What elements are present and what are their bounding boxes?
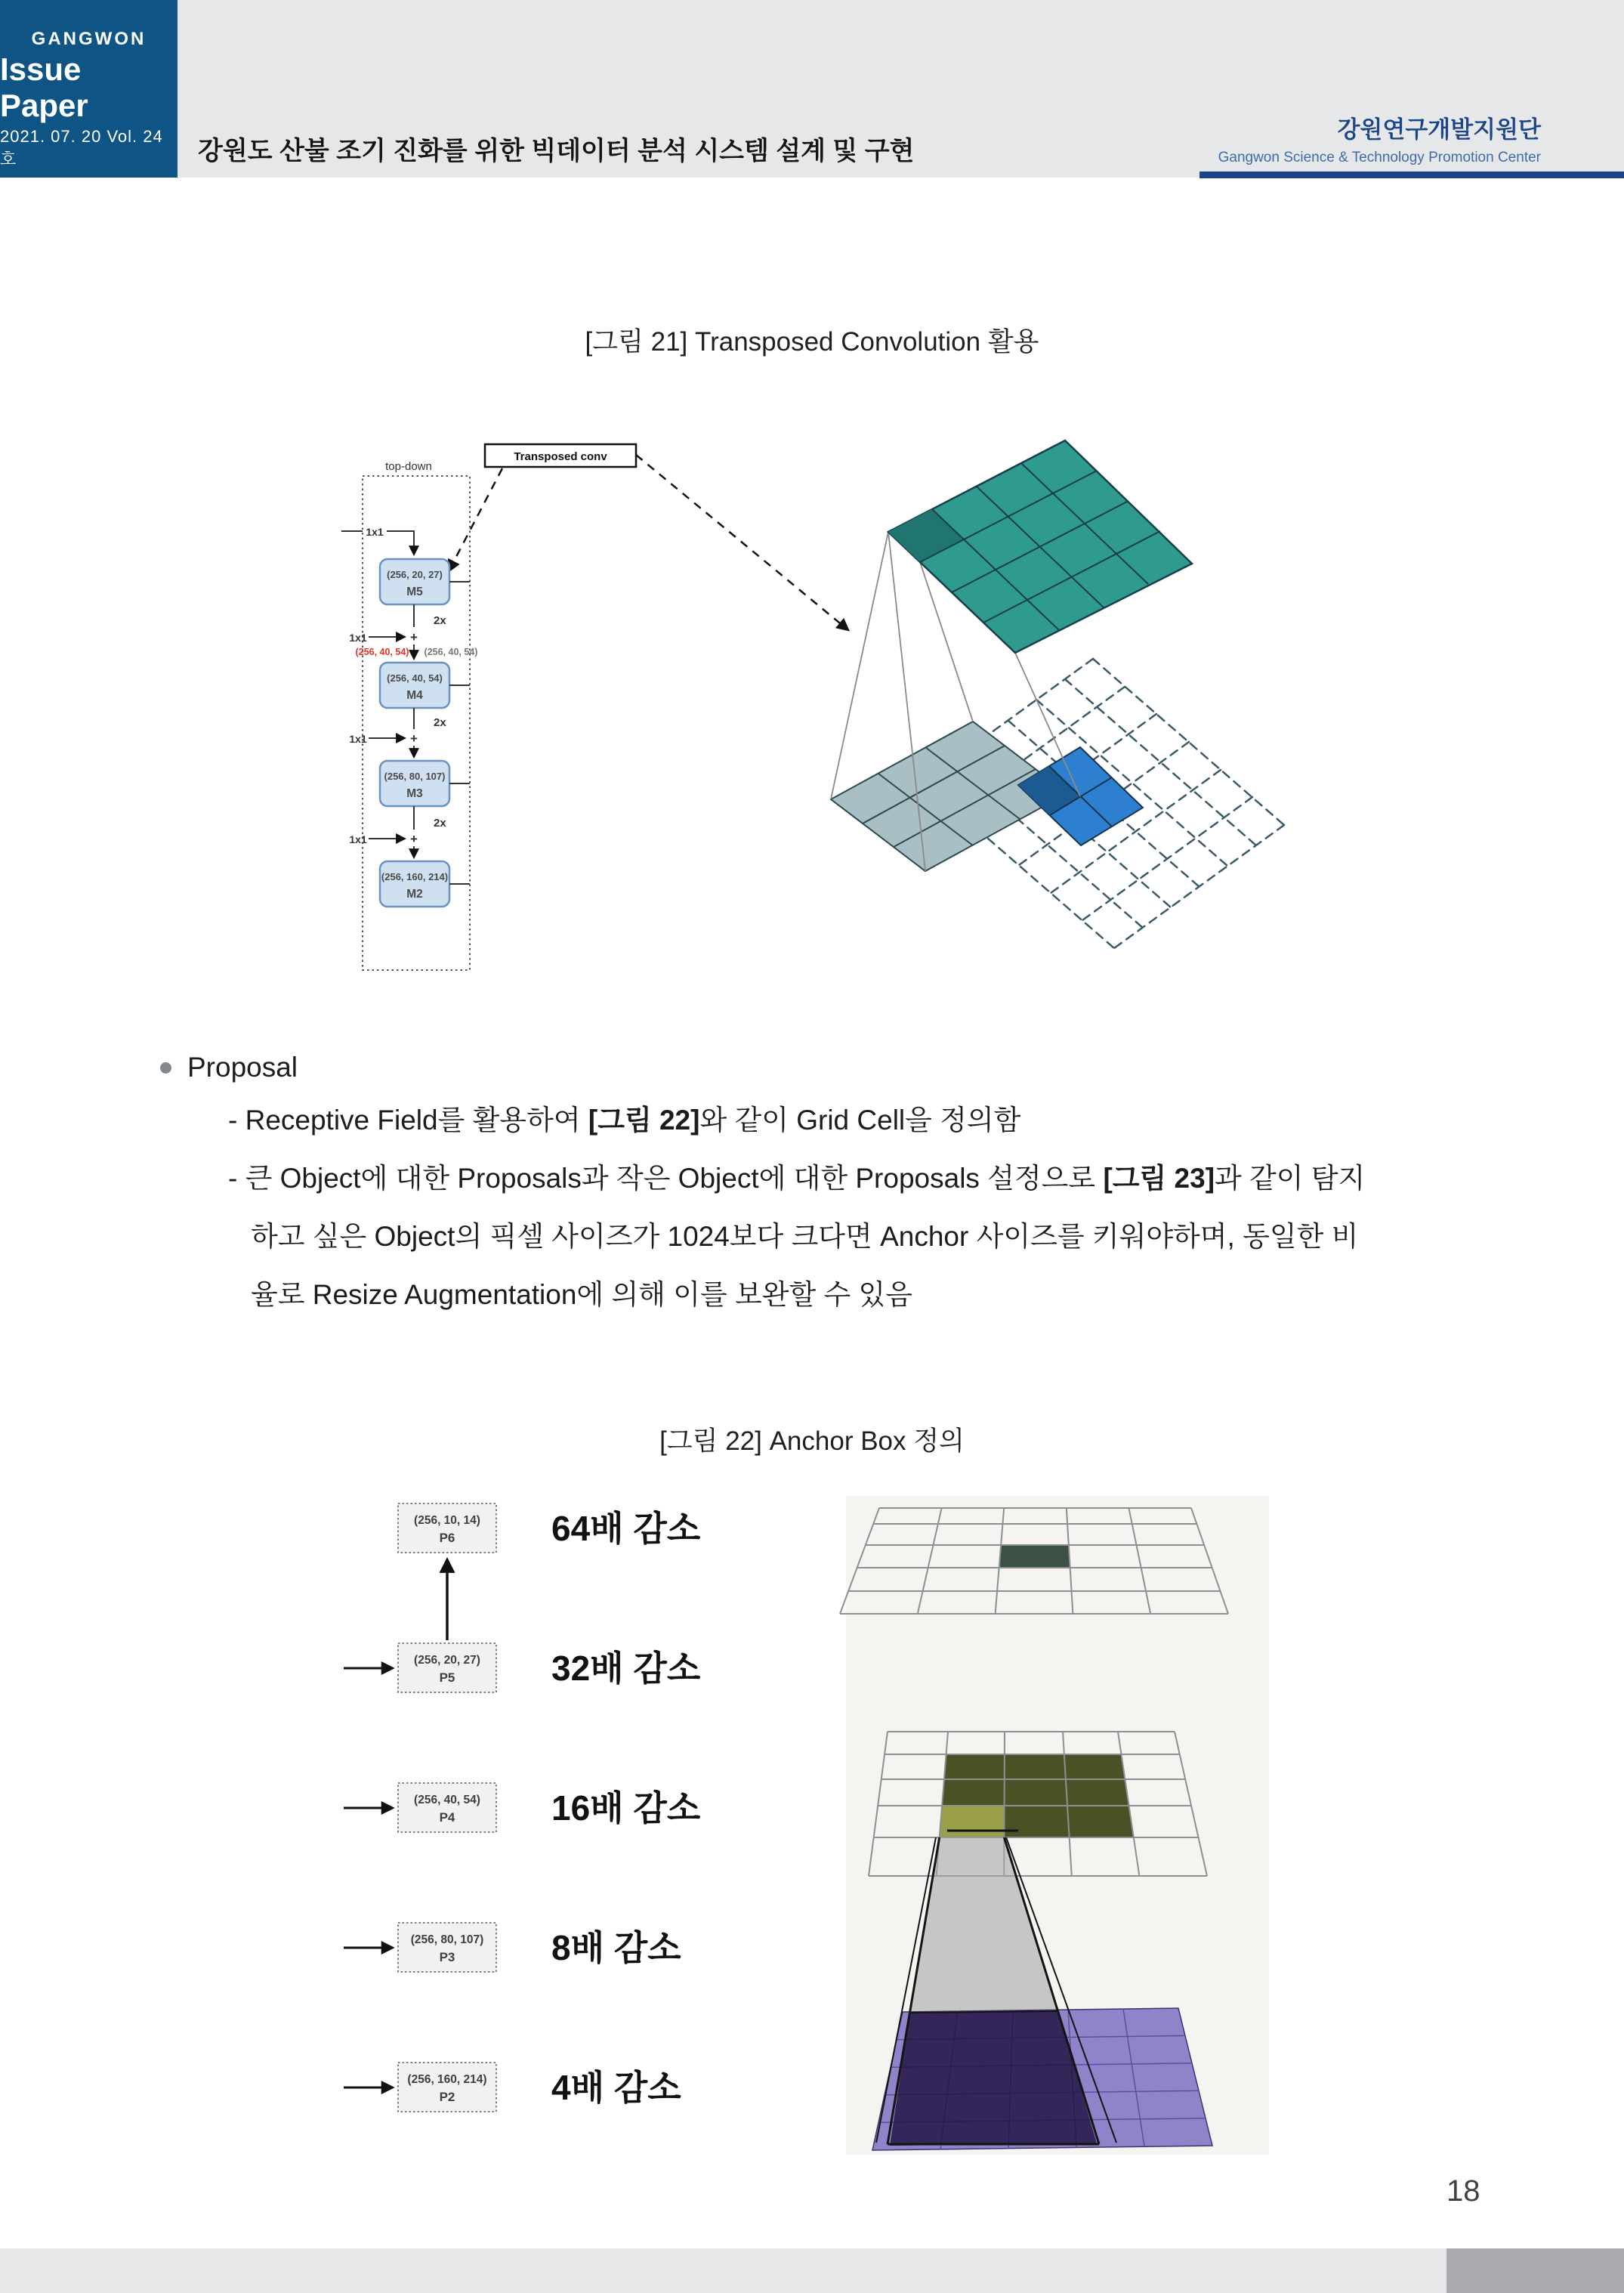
footer-strip xyxy=(0,2248,1624,2293)
scale-2x-label: 2x xyxy=(434,614,446,627)
body-line-4: 율로 Resize Augmentation에 의해 이를 보완할 수 있음 xyxy=(251,1279,912,1310)
footer-strip-accent xyxy=(1446,2248,1624,2293)
scale-2x-label: 2x xyxy=(434,817,446,830)
p2-name: P2 xyxy=(439,2090,455,2104)
figure23-reference: [그림 23] xyxy=(1103,1163,1215,1194)
header-accent-bar xyxy=(1199,172,1624,178)
logo-issue-paper: Issue Paper xyxy=(0,51,88,123)
issue-paper-logo xyxy=(0,0,178,178)
p4-name: P4 xyxy=(439,1810,455,1825)
proposal-heading: Proposal xyxy=(187,1052,298,1083)
pyramid-block-p5 xyxy=(398,1643,496,1692)
p6-dims: (256, 10, 14) xyxy=(414,1514,480,1527)
body-line-1 xyxy=(228,1097,1020,1138)
m3-name: M3 xyxy=(406,787,423,800)
transposed-conv-3d-scene xyxy=(831,440,1284,948)
line1-post: 와 같이 Grid Cell을 정의함 xyxy=(699,1105,1021,1136)
anchor-cell-green xyxy=(1000,1545,1070,1568)
merge-plus: + xyxy=(410,832,418,846)
logo-gangwon: GANGWON xyxy=(31,29,147,49)
red-dim-label: (256, 40, 54) xyxy=(355,647,409,657)
line1-pre: - Receptive Field를 활용하여 xyxy=(228,1105,588,1136)
gray-dim-label: (256, 40, 54) xyxy=(424,647,478,657)
p4-reduction-label: 16배 감소 xyxy=(551,1788,701,1828)
logo-date-volume: 2021. 07. 20 Vol. 24호 xyxy=(0,127,163,168)
figure22-pyramid-levels-diagram xyxy=(340,1496,763,2123)
line2-post: 과 같이 탐지 xyxy=(1215,1163,1366,1194)
teal-input-plane xyxy=(888,440,1192,653)
anchor-cell-light-olive xyxy=(940,1806,1005,1837)
proposal-bullet-row xyxy=(160,1052,298,1083)
blue-output-block xyxy=(1018,747,1143,845)
organization-name-kr: 강원연구개발지원단 xyxy=(1337,116,1541,143)
m5-dims: (256, 20, 27) xyxy=(387,569,443,580)
p2-reduction-label: 4배 감소 xyxy=(551,2068,681,2107)
p4-dims: (256, 40, 54) xyxy=(414,1794,480,1806)
page-number: 18 xyxy=(1446,2174,1480,2208)
transposed-conv-label: Transposed conv xyxy=(514,450,607,463)
figure22-anchor-box-illustration xyxy=(831,1496,1269,2161)
fpn-top-down-column xyxy=(341,444,848,970)
lateral-1x1-label: 1x1 xyxy=(349,833,367,845)
document-title: 강원도 산불 조기 진화를 위한 빅데이터 분석 시스템 설계 및 구현 xyxy=(198,137,915,165)
figure21-caption: [그림 21] Transposed Convolution 활용 xyxy=(585,327,1039,357)
m2-name: M2 xyxy=(406,888,423,901)
pyramid-block-p6 xyxy=(398,1503,496,1553)
top-down-label: top-down xyxy=(385,460,432,473)
line2-pre: - 큰 Object에 대한 Proposals과 작은 Object에 대한 Proposals 설정으로 xyxy=(228,1163,1104,1194)
p5-name: P5 xyxy=(439,1670,455,1685)
figure21-transposed-convolution-diagram xyxy=(332,423,1329,1005)
dashed-arrow-to-m5 xyxy=(449,468,502,571)
scale-2x-label: 2x xyxy=(434,716,446,729)
merge-plus: + xyxy=(410,731,418,746)
m3-dims: (256, 80, 107) xyxy=(384,771,446,782)
m4-name: M4 xyxy=(406,689,423,702)
p5-dims: (256, 20, 27) xyxy=(414,1654,480,1667)
dashed-arrow-to-scene xyxy=(636,455,848,630)
p2-dims: (256, 160, 214) xyxy=(407,2073,487,2086)
lateral-1x1-label: 1x1 xyxy=(349,632,367,644)
pyramid-block-p3 xyxy=(398,1923,496,1972)
p6-name: P6 xyxy=(439,1531,455,1545)
p3-name: P3 xyxy=(439,1950,455,1964)
figure22-reference: [그림 22] xyxy=(588,1105,700,1136)
p3-dims: (256, 80, 107) xyxy=(410,1933,484,1946)
lateral-arrow-into-m5 xyxy=(387,531,414,555)
figure22-caption: [그림 22] Anchor Box 정의 xyxy=(659,1426,965,1456)
m5-name: M5 xyxy=(406,586,423,598)
bullet-icon xyxy=(160,1062,171,1074)
p3-reduction-label: 8배 감소 xyxy=(551,1928,681,1967)
merge-plus: + xyxy=(410,630,418,644)
p6-reduction-label: 64배 감소 xyxy=(551,1509,701,1548)
pyramid-block-p4 xyxy=(398,1783,496,1832)
organization-block xyxy=(1218,110,1541,166)
body-line-3: 하고 싶은 Object의 픽셀 사이즈가 1024보다 크다면 Anchor 사이즈를 키워야하며, 동일한 비 xyxy=(251,1221,1359,1252)
lateral-1x1-label: 1x1 xyxy=(366,526,384,538)
pyramid-block-p2 xyxy=(398,2063,496,2112)
lateral-1x1-label: 1x1 xyxy=(349,733,367,745)
m2-dims: (256, 160, 214) xyxy=(381,871,449,882)
p5-reduction-label: 32배 감소 xyxy=(551,1649,701,1688)
organization-name-en: Gangwon Science & Technology Promotion Center xyxy=(1218,150,1541,165)
body-line-2 xyxy=(228,1155,1365,1196)
m4-dims: (256, 40, 54) xyxy=(387,672,443,684)
